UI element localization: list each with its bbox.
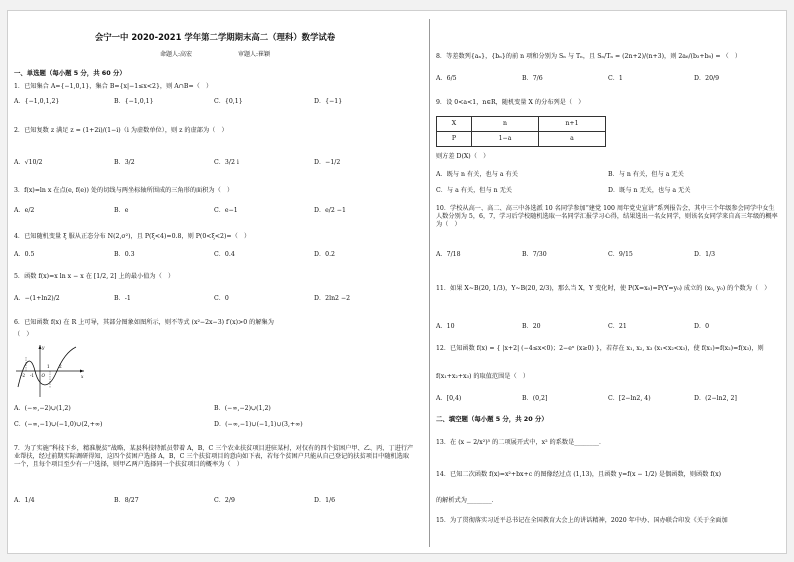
question-4-stem: 4．已知随机变量 ξ 服从正态分布 N(2,σ²)，且 P(ξ<4)=0.8，则 P(0<ξ<2)=（ ） xyxy=(14,233,251,240)
question-11-stem: 11．如果 X~B(20, 1/3)，Y~B(20, 2/3)，那么当 X，Y 变化时，使 P(X=x₀)=P(Y=y₀) 成立的 (x₀, y₀) 的个数为（ ） xyxy=(436,285,771,292)
option-c[interactable]: C．(−∞,−1)∪(−1,0)∪(2,+∞) xyxy=(14,421,103,428)
option-d[interactable]: D．(2−ln2, 2] xyxy=(694,395,737,402)
option-d[interactable]: D．1/6 xyxy=(314,497,336,504)
x-axis-label: x xyxy=(81,374,84,379)
reviewer-label: 审题人:崔颖 xyxy=(237,51,270,58)
column-divider xyxy=(429,19,430,547)
option-c[interactable]: C．{0,1} xyxy=(214,98,243,105)
option-a[interactable]: A．既与 n 有关，也与 a 有关 xyxy=(436,171,518,178)
question-12-options xyxy=(436,395,780,407)
question-9-options-row1 xyxy=(436,171,780,183)
option-b[interactable]: B．20 xyxy=(522,323,541,330)
question-1-options xyxy=(14,98,416,110)
exam-sheet xyxy=(7,10,787,554)
option-a[interactable]: A．10 xyxy=(436,323,455,330)
question-9-stem: 9．设 0<a<1，n∈R，随机变量 X 的分布列是（ ） xyxy=(436,99,585,106)
question-10-stem: 10．学校从高一、高二、高三中各选派 10 名同学参加“建党 100 周年党史宣讲”系列报告会，其中三个年级参会同学中女生人数分别为 5，6，7，学习后学校随机选取一名同学汇报学习心得，结果选出一名女同学，则该名女同学来自高三年级的概率为（ ） xyxy=(436,205,778,228)
section-fill: 二、填空题（每小题 5 分，共 20 分） xyxy=(436,415,548,423)
option-d[interactable]: D．(−∞,−1)∪(−1,1)∪(3,+∞) xyxy=(214,421,303,428)
option-b[interactable]: B．(0,2] xyxy=(522,395,548,402)
question-8-options xyxy=(436,75,780,87)
question-1-stem: 1．已知集合 A={−1,0,1}，集合 B={x|−1≤x<2}，则 A∩B=（ ） xyxy=(14,83,213,90)
question-9-options-row2 xyxy=(436,187,780,199)
option-c[interactable]: C．e−1 xyxy=(214,207,238,214)
question-14-after: 的解析式为________． xyxy=(436,497,498,504)
table-cell: a xyxy=(539,132,606,147)
question-15-stem: 15．为了贯彻落实习近平总书记在全国教育大会上的讲话精神，2020 年中办、国办联合印发《关于全面加 xyxy=(436,517,728,524)
question-4-options xyxy=(14,251,416,263)
option-a[interactable]: A．6/5 xyxy=(436,75,457,82)
option-a[interactable]: A．√10/2 xyxy=(14,159,43,166)
question-13-stem: 13．在 (x − 2/x²)⁵ 的二项展开式中，x² 的系数是________． xyxy=(436,439,606,446)
author-label: 命题人:高宏 xyxy=(160,51,193,58)
option-b[interactable]: B．与 n 有关，但与 a 无关 xyxy=(608,171,684,178)
table-cell: n xyxy=(472,117,539,132)
option-d[interactable]: D．20/9 xyxy=(694,75,720,82)
option-c[interactable]: C．2/9 xyxy=(214,497,235,504)
option-d[interactable]: D．−1/2 xyxy=(314,159,341,166)
question-6-options-row1 xyxy=(14,405,416,417)
tick-label: -1 xyxy=(30,373,35,378)
table-cell: n+1 xyxy=(539,117,606,132)
option-d[interactable]: D．既与 n 无关，也与 a 无关 xyxy=(608,187,691,194)
function-graph xyxy=(16,343,86,399)
y-axis-label: y xyxy=(42,345,45,350)
table-row xyxy=(437,132,606,147)
option-b[interactable]: B．-1 xyxy=(114,295,131,302)
table-cell: X xyxy=(437,117,472,132)
question-11-options xyxy=(436,323,780,335)
option-a[interactable]: A．0.5 xyxy=(14,251,35,258)
option-c[interactable]: C．3/2 i xyxy=(214,159,239,166)
option-a[interactable]: A．[0,4) xyxy=(436,395,462,402)
tick-label: 1 xyxy=(47,364,50,369)
option-a[interactable]: A．{−1,0,1,2} xyxy=(14,98,60,105)
option-d[interactable]: D．{−1} xyxy=(314,98,343,105)
table-cell: P xyxy=(437,132,472,147)
question-7-options xyxy=(14,497,416,509)
question-2-options xyxy=(14,159,416,171)
question-10-options xyxy=(436,251,780,263)
question-9-after: 则方差 D(X)（ ） xyxy=(436,153,490,160)
option-a[interactable]: A．1/4 xyxy=(14,497,35,504)
option-c[interactable]: C．0 xyxy=(214,295,229,302)
option-c[interactable]: C．0.4 xyxy=(214,251,235,258)
exam-title: 会宁一中 2020-2021 学年第二学期期末高二（理科）数学试卷 xyxy=(94,32,336,42)
question-3-stem: 3．f(x)=ln x 在点(e, f(e)) 处的切线与两坐标轴所围成的三角形的面积为（ ） xyxy=(14,187,234,194)
option-d[interactable]: D．e/2 −1 xyxy=(314,207,346,214)
option-d[interactable]: D．2ln2 −2 xyxy=(314,295,351,302)
option-b[interactable]: B．7/30 xyxy=(522,251,547,258)
option-b[interactable]: B．{−1,0,1} xyxy=(114,98,154,105)
question-6-stem: 6．已知函数 f(x) 在 R 上可导，其部分图象如图所示，则不等式 (x²−2x−3) f′(x)>0 的解集为 xyxy=(14,319,274,326)
option-b[interactable]: B．0.3 xyxy=(114,251,135,258)
exam-meta xyxy=(14,51,416,59)
option-c[interactable]: C．9/15 xyxy=(608,251,633,258)
option-c[interactable]: C．[2−ln2, 4) xyxy=(608,395,651,402)
section-choice: 一、单选题（每小题 5 分，共 60 分） xyxy=(14,69,126,77)
option-c[interactable]: C．21 xyxy=(608,323,627,330)
tick-label: 2 xyxy=(59,364,62,369)
question-6-options-row2 xyxy=(14,421,416,433)
option-b[interactable]: B．3/2 xyxy=(114,159,135,166)
tick-label: -2 xyxy=(21,373,26,378)
question-3-options xyxy=(14,207,416,219)
option-d[interactable]: D．0 xyxy=(694,323,710,330)
question-8-stem: 8．等差数列{aₙ}，{bₙ}的前 n 项和分别为 Sₙ 与 Tₙ，且 Sₙ/Tₙ = (2n+2)/(n+3)，则 2a₆/(b₃+b₈) = （ ） xyxy=(436,53,742,60)
question-7-stem: 7．为了实施“科技下乡，精准脱贫”战略，某县科技特派员带着 A，B，C 三个农业扶贫项目进驻某村，对仅有的四个贫困户甲、乙、丙、丁进行产业帮扶，经过前期实际调研得知，这四个贫困户选择 A，B，C 三个扶贫项目的意向如下表，若每个贫困户只能从自己登记的扶贫项目中随机选取一个，且每个项目至少有一户选择，则甲乙两户选择同一个扶贫项目的概率为（ ） xyxy=(14,445,414,468)
option-b[interactable]: B．e xyxy=(114,207,129,214)
option-b[interactable]: B．(−∞,−2)∪(1,2) xyxy=(214,405,271,412)
option-d[interactable]: D．0.2 xyxy=(314,251,335,258)
question-12-after: f(x₁+x₂+x₃) 的取值范围是（ ） xyxy=(436,373,530,380)
distribution-table xyxy=(436,116,606,147)
question-14-stem: 14．已知二次函数 f(x)=x²+bx+c 的图像经过点 (1,13)，且函数 y=f(x − 1/2) 是偶函数，则函数 f(x) xyxy=(436,471,721,478)
option-a[interactable]: A．−(1+ln2)/2 xyxy=(14,295,60,302)
option-b[interactable]: B．7/6 xyxy=(522,75,543,82)
question-5-options xyxy=(14,295,416,307)
option-a[interactable]: A．e/2 xyxy=(14,207,35,214)
question-6-tail: （ ） xyxy=(14,331,33,338)
question-12-stem: 12．已知函数 f(x) = { |x+2| (−4≤x<0)；2−eˣ (x≥0) }，若存在 x₁, x₂, x₃ (x₁<x₂<x₃)，使 f(x₁)=f(x₂)=f(x₃)，则 xyxy=(436,345,764,352)
question-5-stem: 5．函数 f(x)=x ln x − x 在 [1/2, 2] 上的最小值为（ ） xyxy=(14,273,175,280)
x-arrow-icon xyxy=(80,370,84,373)
option-a[interactable]: A．(−∞,−2)∪(1,2) xyxy=(14,405,71,412)
question-2-stem: 2．已知复数 z 满足 z = (1+2i)/(1−i)（i 为虚数单位），则 z 的虚部为（ ） xyxy=(14,127,228,134)
option-c[interactable]: C．1 xyxy=(608,75,623,82)
origin-label: O xyxy=(41,373,45,378)
table-cell: 1−a xyxy=(472,132,539,147)
option-b[interactable]: B．8/27 xyxy=(114,497,139,504)
option-a[interactable]: A．7/18 xyxy=(436,251,461,258)
table-row xyxy=(437,117,606,132)
option-d[interactable]: D．1/3 xyxy=(694,251,716,258)
option-c[interactable]: C．与 a 有关，但与 n 无关 xyxy=(436,187,512,194)
